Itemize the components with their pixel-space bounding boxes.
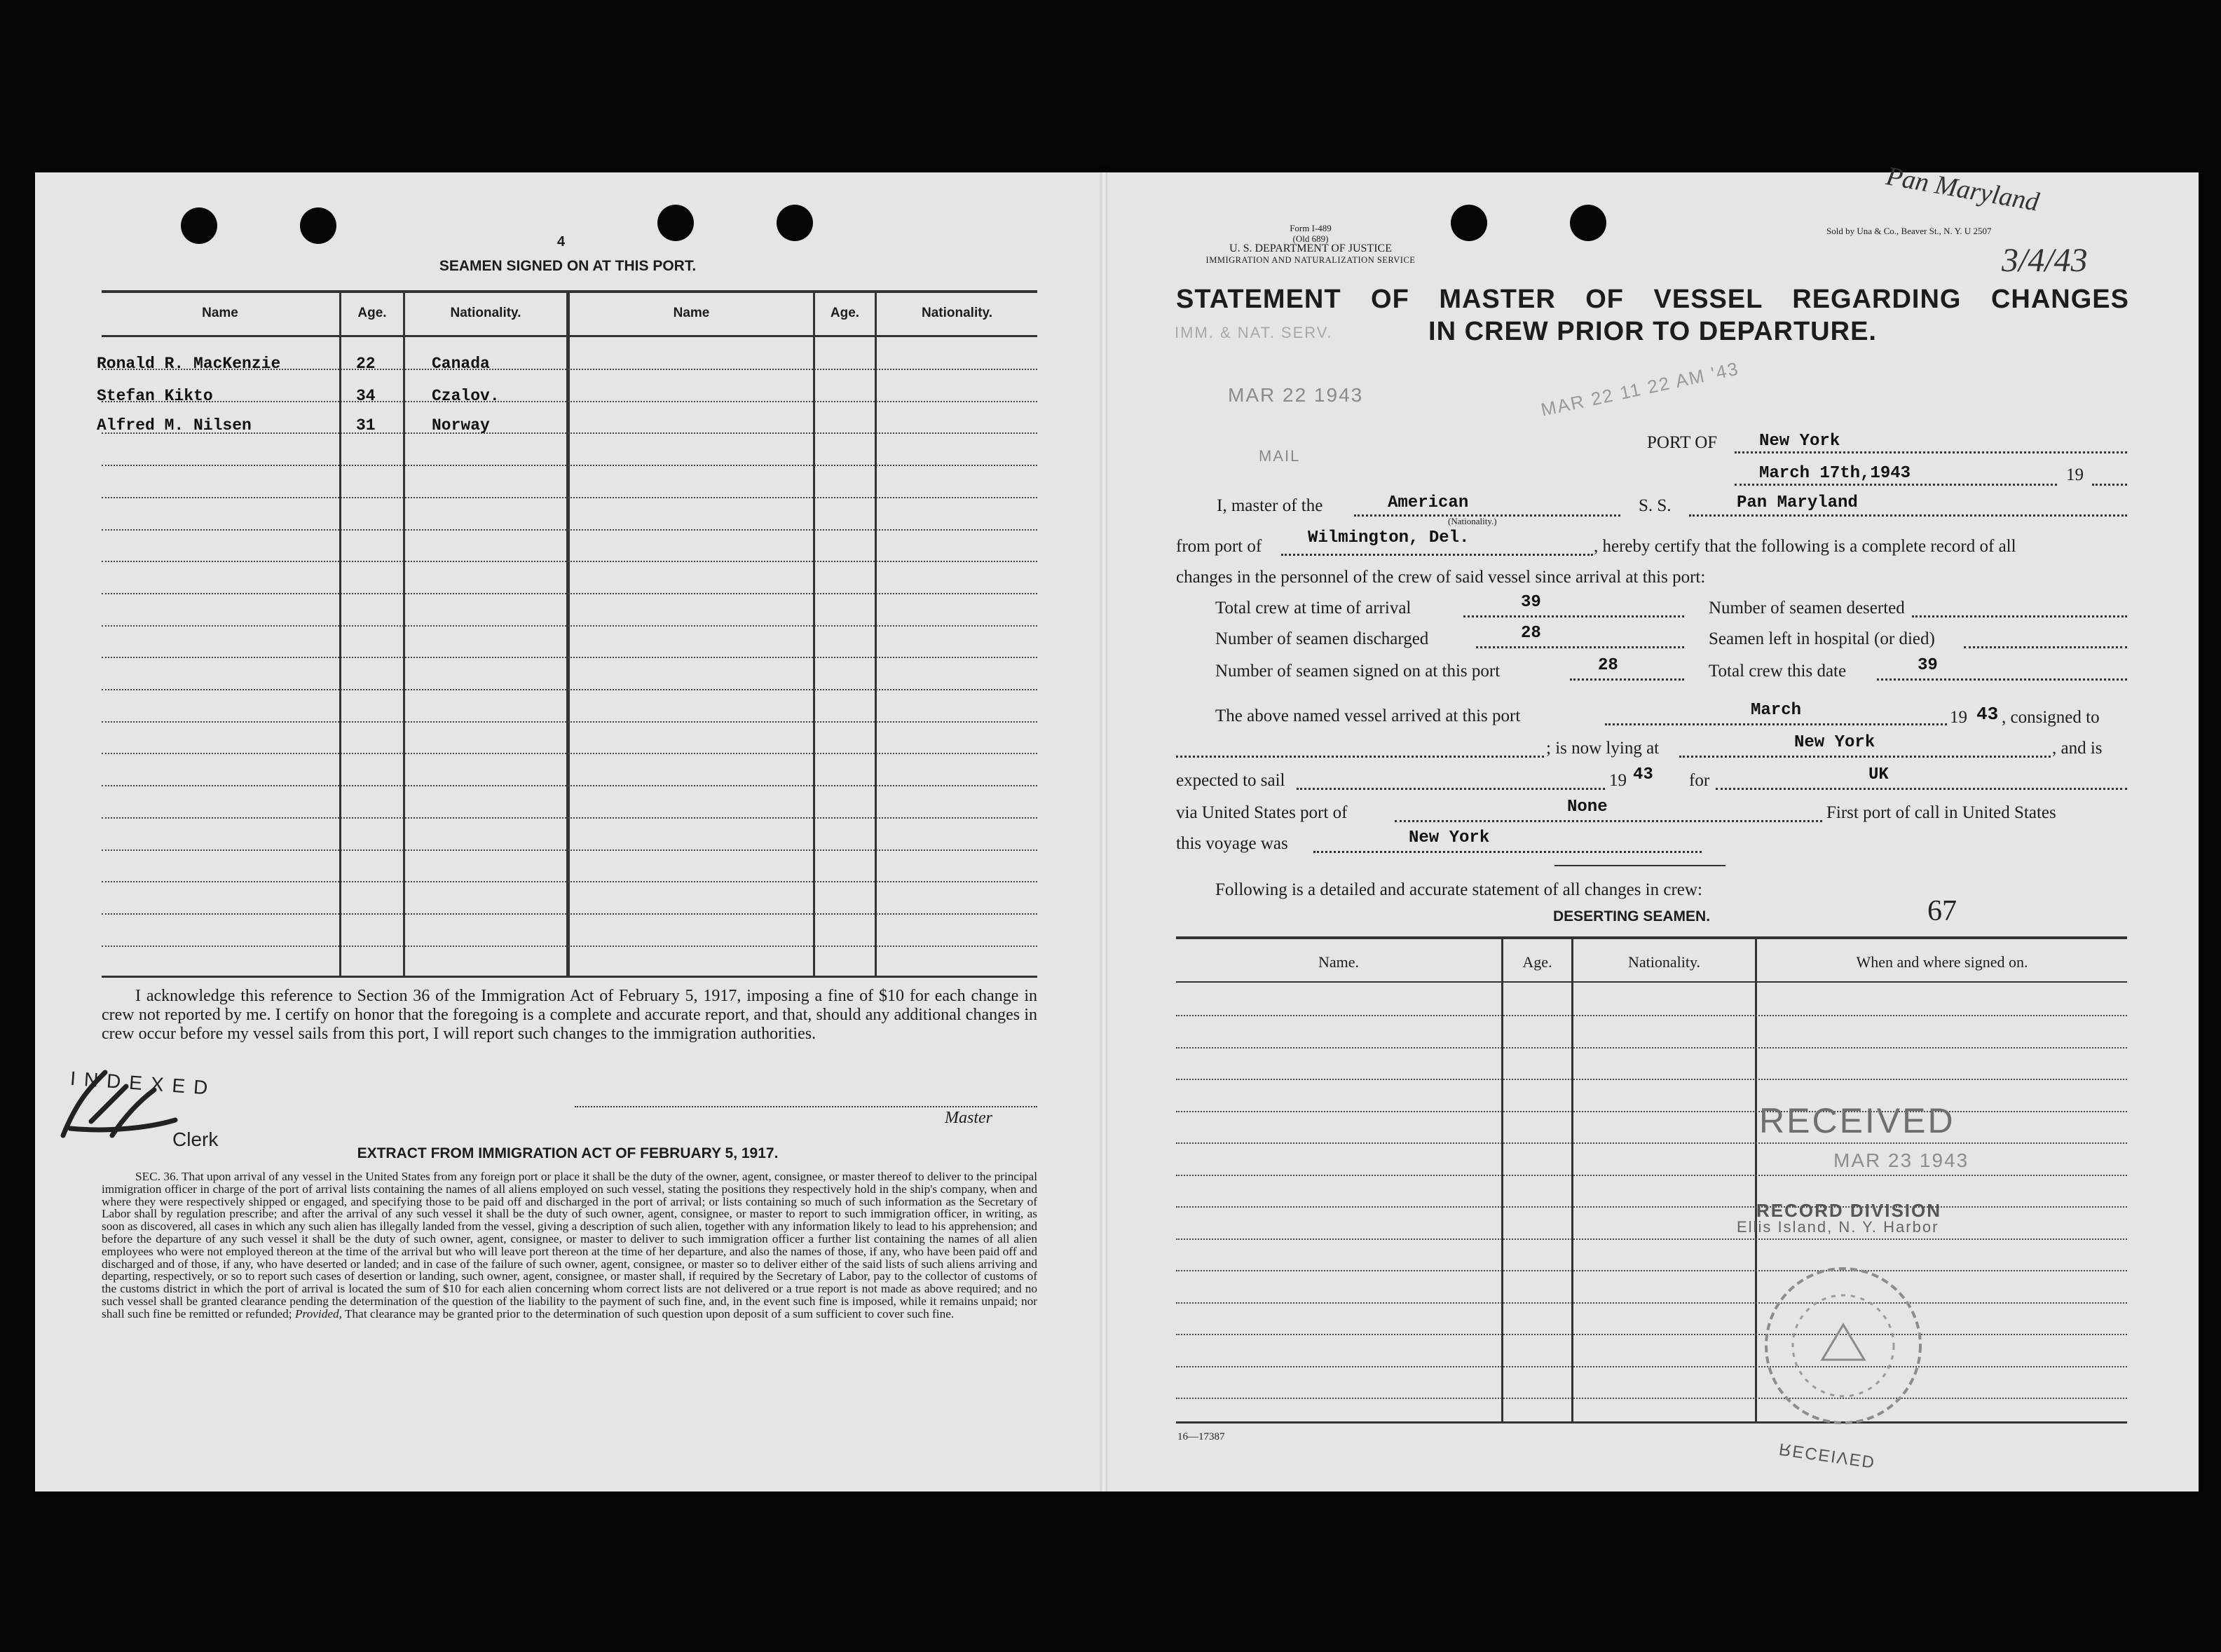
punch-hole bbox=[777, 205, 813, 241]
table-row-rule bbox=[102, 946, 1037, 947]
record-division-stamp: RECORD DIVISION bbox=[1756, 1200, 1942, 1221]
deserting-row-rule bbox=[1176, 1270, 2127, 1271]
via-line bbox=[1395, 820, 1822, 822]
mirror-received-stamp: RECEIVED bbox=[1777, 1439, 1877, 1472]
deserting-col-name: Name. bbox=[1318, 953, 1360, 971]
table-row-rule bbox=[102, 529, 1037, 531]
center-fold bbox=[1100, 172, 1107, 1491]
extract-end: That clearance may be granted prior to the determination of such question upon deposit of a sum sufficient to cover such fine. bbox=[344, 1306, 955, 1320]
lying-label: ; is now lying at bbox=[1546, 739, 1660, 758]
table-row-rule bbox=[102, 465, 1037, 466]
expected-line bbox=[1297, 788, 1605, 790]
from-port-label: from port of bbox=[1176, 537, 1262, 556]
page-handnumber: 67 bbox=[1927, 895, 1957, 927]
deserting-row-rule bbox=[1176, 1047, 2127, 1049]
voyage-line bbox=[1313, 851, 1702, 853]
total-crew-date-label: Total crew this date bbox=[1709, 662, 1847, 681]
extract-proviso: Provided, bbox=[294, 1306, 342, 1320]
handwritten-vessel-note: Pan Maryland bbox=[1884, 161, 2042, 217]
consigned-label: , consigned to bbox=[2002, 708, 2100, 727]
first-port-label: First port of call in United States bbox=[1826, 803, 2056, 822]
punch-hole bbox=[657, 205, 694, 241]
expected-year-prefix: 19 bbox=[1609, 771, 1627, 790]
deserting-row-rule bbox=[1176, 1398, 2127, 1399]
col-header-name: Name bbox=[673, 306, 710, 320]
right-page bbox=[1104, 172, 2199, 1491]
via-value: None bbox=[1567, 798, 1608, 817]
col-header-nationality: Nationality. bbox=[450, 306, 521, 320]
arrived-value: March bbox=[1751, 701, 1802, 720]
deserting-col-age: Age. bbox=[1522, 953, 1552, 971]
master-of-label: I, master of the bbox=[1217, 496, 1323, 515]
mail-stamp: MAIL bbox=[1259, 447, 1301, 465]
handwritten-date: 3/4/43 bbox=[2002, 242, 2088, 279]
punch-hole bbox=[1570, 205, 1606, 241]
table-row-rule bbox=[102, 881, 1037, 882]
voyage-label: this voyage was bbox=[1176, 834, 1288, 853]
table-row-nationality: Canada bbox=[432, 355, 490, 373]
total-crew-arrival-label: Total crew at time of arrival bbox=[1215, 599, 1412, 617]
deserting-row-rule bbox=[1176, 1206, 2127, 1208]
deserting-col-divider bbox=[1501, 939, 1503, 1421]
table-row-rule bbox=[102, 689, 1037, 690]
table-row-rule bbox=[102, 497, 1037, 498]
service: IMMIGRATION AND NATURALIZATION SERVICE bbox=[1205, 255, 1416, 265]
master-signature-line bbox=[575, 1106, 1037, 1107]
for-value: UK bbox=[1868, 765, 1889, 784]
hospital-line bbox=[1964, 646, 2127, 648]
clerk-stamp: Clerk bbox=[172, 1128, 219, 1150]
deserting-col-signed-on: When and where signed on. bbox=[1856, 953, 2028, 971]
total-crew-arrival-line bbox=[1463, 615, 1684, 617]
table-col-divider bbox=[403, 293, 405, 976]
from-port-value: Wilmington, Del. bbox=[1308, 528, 1470, 547]
nationality-value: American bbox=[1388, 493, 1469, 512]
arrived-label: The above named vessel arrived at this port bbox=[1215, 706, 1521, 725]
table-row-nationality: Norway bbox=[432, 416, 490, 435]
voyage-value: New York bbox=[1409, 828, 1490, 847]
table-col-divider bbox=[875, 293, 877, 976]
seal-stamp bbox=[1752, 1255, 1934, 1437]
deserting-row-rule bbox=[1176, 1111, 2127, 1112]
deserting-row-rule bbox=[1176, 1302, 2127, 1304]
form-title-line2: IN CREW PRIOR TO DEPARTURE. bbox=[1428, 317, 1877, 346]
table-row-nationality: Czalov. bbox=[432, 387, 500, 405]
following-text: Following is a detailed and accurate statement of all changes in crew: bbox=[1215, 880, 1702, 899]
arrived-line bbox=[1605, 723, 1947, 725]
table-row-rule bbox=[102, 401, 1037, 402]
col-header-name: Name bbox=[202, 306, 238, 320]
deserting-row-rule bbox=[1176, 1175, 2127, 1176]
deserting-row-rule bbox=[1176, 1334, 2127, 1335]
deserting-table-top bbox=[1176, 936, 2127, 939]
year-line bbox=[2092, 484, 2127, 486]
total-crew-date-value: 39 bbox=[1918, 656, 1938, 675]
punch-hole bbox=[181, 207, 217, 244]
signed-on-line bbox=[1570, 678, 1684, 681]
table-row-rule bbox=[102, 561, 1037, 562]
table-bottom-rule bbox=[102, 976, 1037, 978]
ss-label: S. S. bbox=[1639, 496, 1672, 515]
table-row-age: 34 bbox=[356, 387, 376, 405]
extract-text bbox=[102, 1170, 1037, 1320]
extract-title: EXTRACT FROM IMMIGRATION ACT OF FEBRUARY 5, 1917. bbox=[357, 1145, 779, 1161]
deserting-row-rule bbox=[1176, 1366, 2127, 1367]
table-row-rule bbox=[102, 753, 1037, 754]
table-row-rule bbox=[102, 721, 1037, 723]
from-port-line bbox=[1281, 554, 1593, 556]
table-row-rule bbox=[102, 593, 1037, 594]
table-row-age: 22 bbox=[356, 355, 376, 373]
section-title: SEAMEN SIGNED ON AT THIS PORT. bbox=[439, 258, 697, 274]
punch-hole bbox=[1451, 205, 1487, 241]
received-stamp: RECEIVED bbox=[1759, 1101, 1955, 1140]
nationality-caption: (Nationality.) bbox=[1448, 516, 1497, 526]
discharged-line bbox=[1476, 646, 1684, 648]
page-number: 4 bbox=[557, 234, 566, 250]
deserted-line bbox=[1912, 615, 2127, 617]
for-label: for bbox=[1689, 771, 1710, 790]
received-date-stamp: MAR 23 1943 bbox=[1833, 1149, 1969, 1171]
expected-year-value: 43 bbox=[1633, 765, 1653, 784]
deserting-row-rule bbox=[1176, 1079, 2127, 1080]
deserting-table-bottom bbox=[1176, 1421, 2127, 1424]
date-line bbox=[1735, 484, 2057, 486]
arrived-year-value: 43 bbox=[1976, 704, 1999, 725]
table-row-rule bbox=[102, 817, 1037, 819]
lying-line bbox=[1679, 756, 2051, 758]
table-row-rule bbox=[102, 625, 1037, 627]
port-label: PORT OF bbox=[1647, 433, 1718, 452]
port-value: New York bbox=[1759, 432, 1840, 451]
time-stamp: MAR 22 11 22 AM '43 bbox=[1538, 357, 1742, 421]
table-col-divider bbox=[339, 293, 341, 976]
signed-on-value: 28 bbox=[1598, 656, 1618, 675]
agency-stamp: IMM. & NAT. SERV. bbox=[1175, 324, 1333, 341]
table-row-name: Ronald R. MacKenzie bbox=[97, 355, 281, 373]
table-row-rule bbox=[102, 849, 1037, 851]
deserting-title: DESERTING SEAMEN. bbox=[1553, 908, 1711, 924]
deserting-row-rule bbox=[1176, 1015, 2127, 1016]
col-header-nationality: Nationality. bbox=[922, 306, 992, 320]
vessel-value: Pan Maryland bbox=[1737, 493, 1858, 512]
table-col-divider bbox=[813, 293, 815, 976]
table-row-age: 31 bbox=[356, 416, 376, 435]
hospital-label: Seamen left in hospital (or died) bbox=[1709, 629, 1935, 648]
total-crew-date-line bbox=[1877, 678, 2127, 681]
extract-body: SEC. 36. That upon arrival of any vessel in the United States from any foreign port or place it shall be the duty of the owner, agent, consignee, or master thereof to deliver to the principal immigration officer in charge of the port of arrival lists containing the names of all aliens employed on such vessel, stating the positions they respectively hold in the ship's company, when and where they were respectively shipped or engaged, and specifying those to be paid off and discharged in the port of arrival; or lists containing so much of such information as the Secretary of Labor shall by regulation prescribe; and after the arrival of any such vessel it shall be the duty of such owner, agent, consignee, or master to report to such immigration officer, in writing, as soon as discovered, all cases in which any such alien has illegally landed from the vessel, giving a description of such alien, together with any information likely to lead to his apprehension; and before the departure of any such vessel it shall be the duty of such owner, agent, consignee, or master to deliver to such immigration officer a further list containing the names of all alien employees who were not employed thereon at the time of the arrival but who will leave port thereon at the time of her departure, and also the names of those, if any, who have been paid off and discharged and of those, if any, who have deserted or landed; and in case of the failure of such owner, agent, consignee, or master so to deliver either of the said lists of such aliens arriving and departing, respectively, or so to report such cases of desertion or landing, such owner, agent, consignee, or master shall, if required by the Secretary of Labor, pay to the collector of customs of the customs district in which the port of arrival is located the sum of $10 for each alien concerning whom correct lists are not delivered or a true report is not made as above required; and no such vessel shall be granted clearance pending the determination of the question of the liability to the payment of such fine, and, in the event such fine is imposed, while it remains unpaid; nor shall such fine be remitted or refunded; bbox=[102, 1170, 1037, 1320]
vendor-imprint: Sold by Una & Co., Beaver St., N. Y. U 2507 bbox=[1826, 226, 1992, 236]
table-row-name: Stefan Kikto bbox=[97, 387, 213, 405]
col-header-age: Age. bbox=[357, 306, 387, 320]
deserting-col-nationality: Nationality. bbox=[1627, 953, 1701, 971]
table-center-divider bbox=[566, 293, 570, 976]
table-row-rule bbox=[102, 785, 1037, 786]
and-is-label: , and is bbox=[2052, 739, 2103, 758]
indexed-stamp: INDEXED bbox=[69, 1067, 217, 1100]
lying-value: New York bbox=[1794, 733, 1875, 752]
acknowledgment-text: I acknowledge this reference to Section 36 of the Immigration Act of February 5, 1917, imposing a fine of $10 for each change in crew not reported by me. I certify on honor that the foregoing is a complete and accurate report, and that, should any additional changes in crew occur before my vessel sails from this port, I will report such changes to the immigration authorities. bbox=[102, 987, 1037, 1043]
for-line bbox=[1716, 788, 2127, 790]
table-row-rule bbox=[102, 913, 1037, 915]
discharged-value: 28 bbox=[1521, 624, 1541, 643]
punch-hole bbox=[300, 207, 336, 244]
signed-on-label: Number of seamen signed on at this port bbox=[1215, 662, 1501, 681]
discharged-label: Number of seamen discharged bbox=[1215, 629, 1429, 648]
total-crew-arrival-value: 39 bbox=[1521, 593, 1541, 612]
date-value: March 17th,1943 bbox=[1759, 464, 1911, 483]
department: U. S. DEPARTMENT OF JUSTICE bbox=[1229, 243, 1392, 254]
form-title-line1: STATEMENT OF MASTER OF VESSEL REGARDING CHANGES bbox=[1176, 285, 2129, 314]
changes-text: changes in the personnel of the crew of said vessel since arrival at this port: bbox=[1176, 568, 1706, 587]
form-old-number: (Old 689) bbox=[1292, 233, 1329, 244]
master-label: Master bbox=[945, 1109, 992, 1127]
deserted-label: Number of seamen deserted bbox=[1709, 599, 1905, 617]
mar-22-stamp: MAR 22 1943 bbox=[1228, 384, 1364, 406]
deserting-row-rule bbox=[1176, 1238, 2127, 1240]
form-number: Form I-489 bbox=[1290, 223, 1332, 233]
deserting-col-divider bbox=[1571, 939, 1573, 1421]
table-row-name: Alfred M. Nilsen bbox=[97, 416, 252, 435]
year-suffix: 19 bbox=[2066, 465, 2084, 484]
expected-label: expected to sail bbox=[1176, 771, 1285, 790]
form-code: 16—17387 bbox=[1177, 1431, 1225, 1442]
port-line bbox=[1735, 451, 2127, 453]
certify-text: , hereby certify that the following is a complete record of all bbox=[1594, 537, 2016, 556]
ellis-island-stamp: Ellis Island, N. Y. Harbor bbox=[1737, 1218, 1939, 1236]
consignee-line bbox=[1176, 756, 1544, 758]
deserting-table-header-rule bbox=[1176, 981, 2127, 983]
via-label: via United States port of bbox=[1176, 803, 1348, 822]
col-header-age: Age. bbox=[830, 306, 860, 320]
deserting-row-rule bbox=[1176, 1142, 2127, 1144]
arrived-year-prefix: 19 bbox=[1950, 708, 1967, 727]
vessel-line bbox=[1689, 514, 2127, 517]
clerk-signature-scribble bbox=[49, 1058, 182, 1149]
short-rule bbox=[1554, 865, 1725, 866]
table-row-rule bbox=[102, 657, 1037, 658]
